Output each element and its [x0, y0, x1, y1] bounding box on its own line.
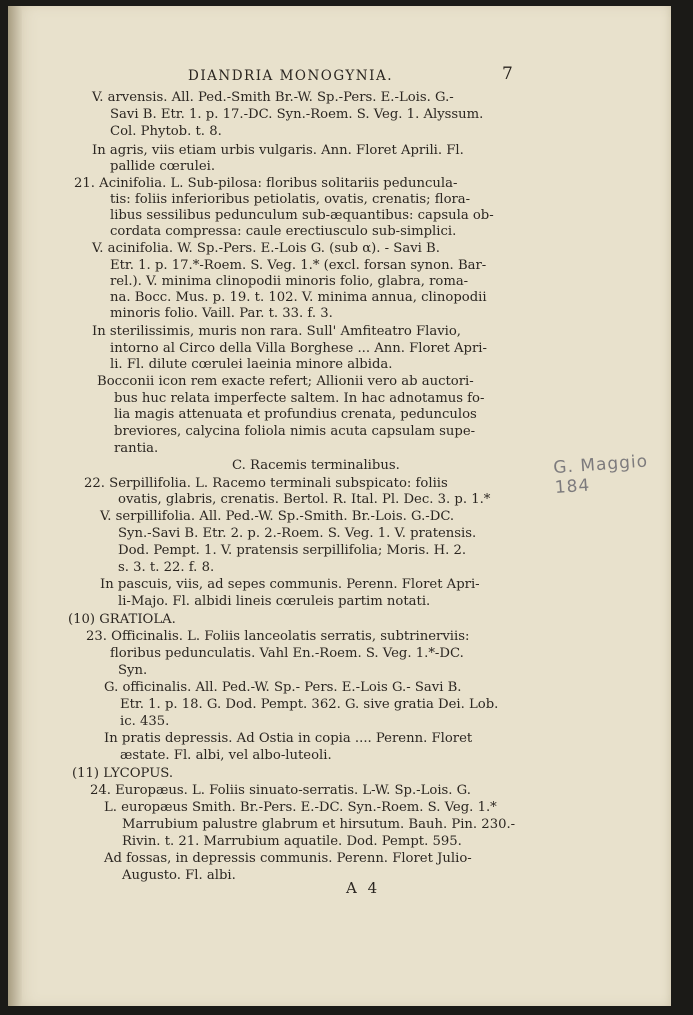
text-line: Ad fossas, in depressis communis. Perenn. Floret Julio- — [104, 851, 472, 866]
text-line: V. serpillifolia. All. Ped.-W. Sp.-Smith. Br.-Lois. G.-DC. — [100, 509, 455, 524]
signature-mark: A 4 — [346, 879, 381, 897]
text-line: Syn. — [118, 663, 148, 678]
book-page — [8, 6, 671, 1006]
text-line: na. Bocc. Mus. p. 19. t. 102. V. minima annua, clinopodii — [110, 290, 487, 305]
text-line: 21. Acinifolia. L. Sub-pilosa: floribus solitariis peduncula- — [74, 176, 458, 191]
text-line: Syn.-Savi B. Etr. 2. p. 2.-Roem. S. Veg. 1. V. pratensis. — [118, 526, 477, 541]
text-line: æstate. Fl. albi, vel albo-luteoli. — [120, 748, 332, 763]
text-line: V. arvensis. All. Ped.-Smith Br.-W. Sp.-Pers. E.-Lois. G.- — [92, 90, 454, 105]
text-line: Bocconii icon rem exacte refert; Allionii vero ab auctori- — [97, 374, 474, 389]
page-number: 7 — [502, 64, 513, 84]
text-line: ovatis, glabris, crenatis. Bertol. R. Ital. Pl. Dec. 3. p. 1.* — [118, 492, 491, 507]
text-line: intorno al Circo della Villa Borghese ... Ann. Floret Apri- — [110, 341, 487, 356]
text-line: L. europæus Smith. Br.-Pers. E.-DC. Syn.-Roem. S. Veg. 1.* — [104, 800, 497, 815]
text-line: In sterilissimis, muris non rara. Sull' Amfiteatro Flavio, — [92, 324, 461, 339]
page-gutter-shadow — [8, 6, 22, 1006]
text-line: 24. Europæus. L. Foliis sinuato-serratis. L-W. Sp.-Lois. G. — [90, 783, 471, 798]
text-line: Augusto. Fl. albi. — [122, 868, 236, 883]
text-line: Marrubium palustre glabrum et hirsutum. Bauh. Pin. 230.- — [122, 817, 516, 832]
text-line: rel.). V. minima clinopodii minoris folio, glabra, roma- — [110, 274, 469, 289]
text-line: s. 3. t. 22. f. 8. — [118, 560, 215, 575]
text-line: bus huc relata imperfecte saltem. In hac adnotamus fo- — [114, 391, 485, 406]
text-line: C. Racemis terminalibus. — [232, 458, 400, 473]
text-line: 23. Officinalis. L. Foliis lanceolatis serratis, subtrinerviis: — [86, 629, 470, 644]
text-line: 22. Serpillifolia. L. Racemo terminali subspicato: foliis — [84, 476, 448, 491]
text-line: In pratis depressis. Ad Ostia in copia .... Perenn. Floret — [104, 731, 473, 746]
text-line: G. officinalis. All. Ped.-W. Sp.- Pers. E.-Lois G.- Savi B. — [104, 680, 462, 695]
text-line: In pascuis, viis, ad sepes communis. Perenn. Floret Apri- — [100, 577, 480, 592]
text-line: ic. 435. — [120, 714, 170, 729]
text-line: libus sessilibus pedunculum sub-æquantibus: capsula ob- — [110, 208, 494, 223]
text-line: Etr. 1. p. 18. G. Dod. Pempt. 362. G. sive gratia Dei. Lob. — [120, 697, 499, 712]
text-line: li. Fl. dilute cœrulei laeinia minore albida. — [110, 357, 393, 372]
text-line: Rivin. t. 21. Marrubium aquatile. Dod. Pempt. 595. — [122, 834, 462, 849]
text-line: Dod. Pempt. 1. V. pratensis serpillifolia; Moris. H. 2. — [118, 543, 467, 558]
text-line: rantia. — [114, 441, 159, 456]
text-line: Etr. 1. p. 17.*-Roem. S. Veg. 1.* (excl. forsan synon. Bar- — [110, 258, 487, 273]
text-line: (11) LYCOPUS. — [72, 766, 174, 781]
running-header: DIANDRIA MONOGYNIA. — [188, 68, 393, 84]
text-line: floribus pedunculatis. Vahl En.-Roem. S. Veg. 1.*-DC. — [110, 646, 464, 661]
text-line: (10) GRATIOLA. — [68, 612, 176, 627]
text-line: In agris, viis etiam urbis vulgaris. Ann. Floret Aprili. Fl. — [92, 143, 464, 158]
text-line: Savi B. Etr. 1. p. 17.-DC. Syn.-Roem. S. Veg. 1. Alyssum. — [110, 107, 484, 122]
text-line: minoris folio. Vaill. Par. t. 33. f. 3. — [110, 306, 333, 321]
handwritten-margin-note: G. Maggio 184 — [552, 451, 649, 499]
text-line: V. acinifolia. W. Sp.-Pers. E.-Lois G. (sub α). - Savi B. — [92, 241, 440, 256]
text-line: li-Majo. Fl. albidi lineis cœruleis partim notati. — [118, 594, 431, 609]
text-line: tis: foliis inferioribus petiolatis, ovatis, crenatis; flora- — [110, 192, 471, 207]
text-line: breviores, calycina foliola nimis acuta capsulam supe- — [114, 424, 476, 439]
text-line: pallide cœrulei. — [110, 159, 216, 174]
text-line: cordata compressa: caule erectiusculo sub-simplici. — [110, 224, 457, 239]
text-line: lia magis attenuata et profundius crenata, pedunculos — [114, 407, 477, 422]
text-line: Col. Phytob. t. 8. — [110, 124, 222, 139]
